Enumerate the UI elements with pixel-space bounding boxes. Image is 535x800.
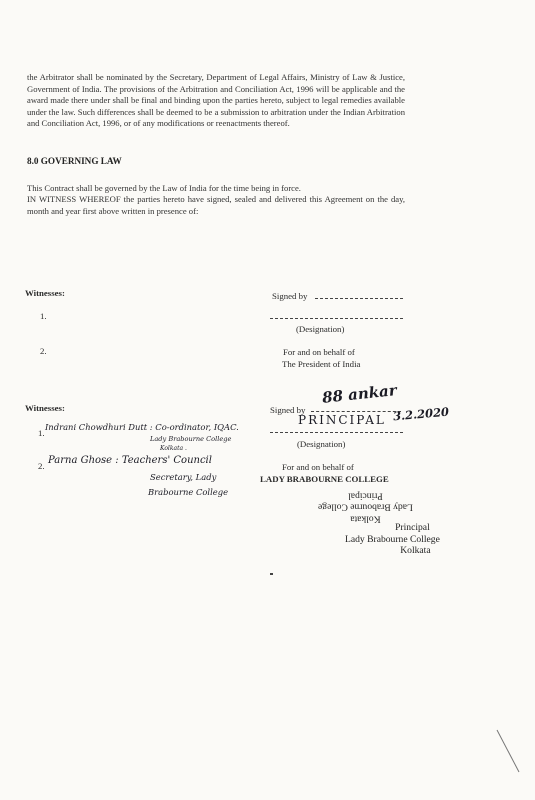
party-name-2: LADY BRABOURNE COLLEGE [260,474,389,484]
witness-number-2b: 2. [38,461,45,471]
on-behalf-label-1: For and on behalf of [283,347,355,357]
principal-signature: 88 ankar [321,381,398,407]
signature-line-1 [315,298,403,299]
designation-line-1 [270,318,403,319]
signed-by-label-1: Signed by [272,291,308,301]
stamp-mirror-impression [318,490,413,525]
witness-1-handwriting-line1: Indrani Chowdhuri Dutt : Co-ordinator, IQAC. [45,422,239,432]
in-witness-paragraph: IN WITNESS WHEREOF the parties hereto have signed, sealed and delivered this Agreement on the day, month and year first above written in presence of: [27,194,405,216]
on-behalf-label-2: For and on behalf of [282,462,354,472]
signature-date: 3.2.2020 [392,404,450,424]
witness-number-1b: 1. [38,428,45,438]
stamp-line-3: Kolkata [400,545,431,556]
witness-number-1: 1. [40,311,47,321]
witnesses-label-1: Witnesses: [25,288,65,298]
stamp-line-1: Principal [395,522,430,533]
stamp-mirror-line-2: Lady Brabourne College [318,502,413,513]
designation-label-1: (Designation) [296,324,345,334]
designation-label-2: (Designation) [297,439,346,449]
scan-edge-mark [495,728,525,778]
designation-line-2 [270,432,403,433]
witness-2-handwriting-line1: Parna Ghose : Teachers' Council [48,455,212,466]
witness-2-handwriting-line2: Secretary, Lady [150,472,217,482]
witnesses-label-2: Witnesses: [25,403,65,413]
scan-speck [270,573,273,575]
arbitration-paragraph: the Arbitrator shall be nominated by the Secretary, Department of Legal Affairs, Ministry of Law & Justice, Government of India. The provisions of the Arbitration and Conciliation Act, 1996 will be applicable and the award made there under shall be final and binding upon the parties hereto, subject to legal remedies available under the law. Such differences shall be deemed to be a submission to arbitration under the Indian Arbitration and Conciliation Act, 1996, or of any modifications or reenactments thereof. [27,72,405,129]
witness-number-2: 2. [40,346,47,356]
party-name-1: The President of India [282,359,361,369]
governing-law-paragraph: This Contract shall be governed by the Law of India for the time being in force. [27,183,301,193]
section-heading-governing-law: 8.0 GOVERNING LAW [27,156,122,166]
witness-2-handwriting-line3: Brabourne College [148,487,229,497]
principal-handwriting: PRINCIPAL [298,413,386,427]
signature-line-2 [311,411,401,412]
stamp-mirror-line-3: Principal [348,490,383,502]
stamp-line-2: Lady Brabourne College [345,533,440,545]
stamp-mirror-line-1: Kolkata [350,513,381,525]
witness-1-handwriting-line2: Lady Brabourne College [150,435,232,443]
signed-by-label-2: Signed by [270,405,306,415]
witness-1-handwriting-line3: Kolkata . [160,445,187,452]
principal-stamp [345,522,440,557]
